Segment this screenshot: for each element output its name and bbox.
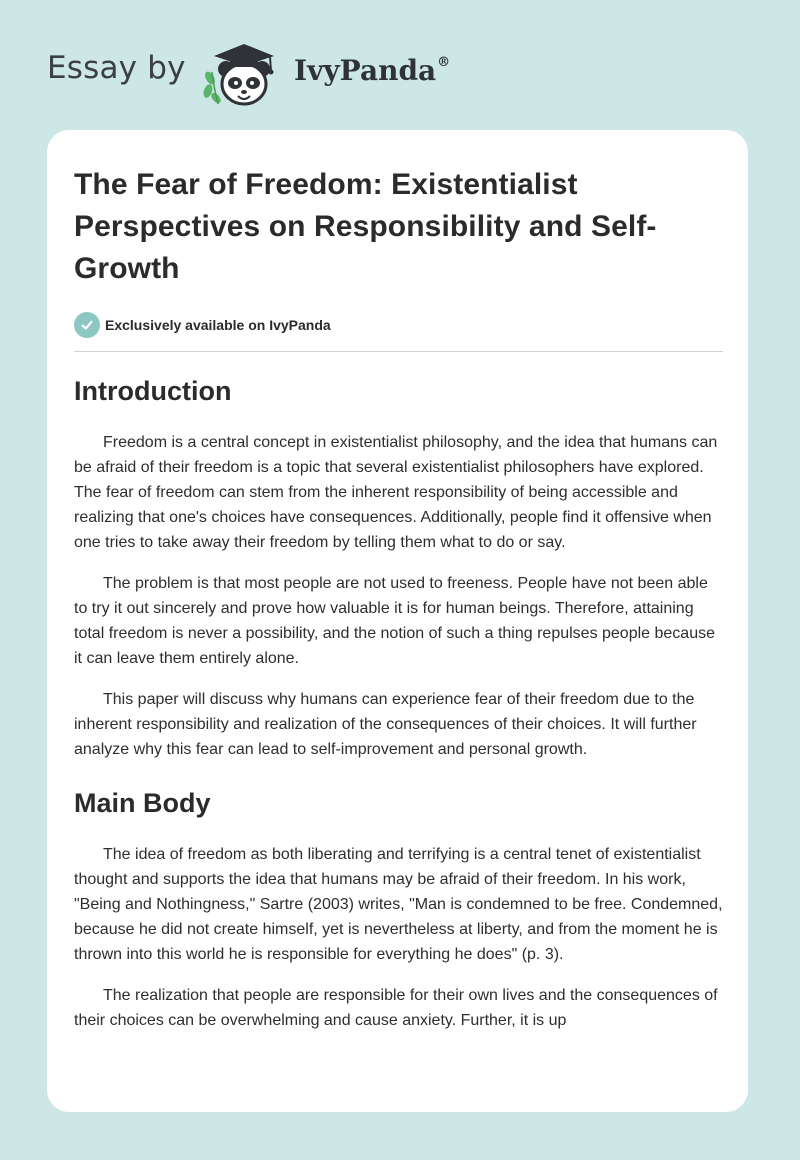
exclusive-badge [74,312,724,338]
panda-logo-icon[interactable] [200,38,292,108]
paragraph: The idea of freedom as both liberating and terrifying is a central tenet of existentialist thought and supports the idea that humans may be afraid of their freedom. In his work, "Being and Nothingness," Sartre (2003) writes, "Man is condemned to be free. Condemned, because he did not create himself, yet is nevertheless at liberty, and from the moment he is thrown into this world he is responsible for everything he does" (p. 3). [74,846,723,963]
brand-name[interactable]: IvyPanda® [294,54,451,87]
section-main-body [74,786,724,1033]
essay-title: The Fear of Freedom: Existentialist Perspectives on Responsibility and Self-Growth [74,168,657,285]
title-divider [74,351,723,352]
leaf-icon [202,70,223,105]
site-header [0,0,800,130]
check-circle-icon [74,312,100,338]
paragraph: The realization that people are responsible for their own lives and the consequences of their choices can be overwhelming and cause anxiety. Further, it is up [74,987,718,1029]
paragraph: Freedom is a central concept in existentialist philosophy, and the idea that humans can be afraid of their freedom is a topic that several existentialist philosophers have explored. The fear of freedom can stem from the inherent responsibility of being accessible and realizing that one's choices have consequences. Additionally, people find it offensive when one tries to take away their freedom by telling them what to do or say. [74,434,718,551]
essay-by-label: Essay by [47,50,186,86]
section-heading: Introduction [74,376,232,406]
paragraph: The problem is that most people are not used to freeness. People have not been able to try it out sincerely and prove how valuable it is for human beings. Therefore, attaining total freedom is never a possibility, and the notion of such a thing repulses people because it can leave them entirely alone. [74,575,715,667]
registered-mark: ® [437,55,451,70]
badge-text: Exclusively available on IvyPanda [105,317,331,333]
section-heading: Main Body [74,788,211,818]
essay-card [47,130,748,1112]
paragraph: This paper will discuss why humans can experience fear of their freedom due to the inherent responsibility and realization of the consequences of their choices. It will further analyze why this fear can lead to self-improvement and personal growth. [74,691,697,758]
section-introduction [74,374,724,762]
